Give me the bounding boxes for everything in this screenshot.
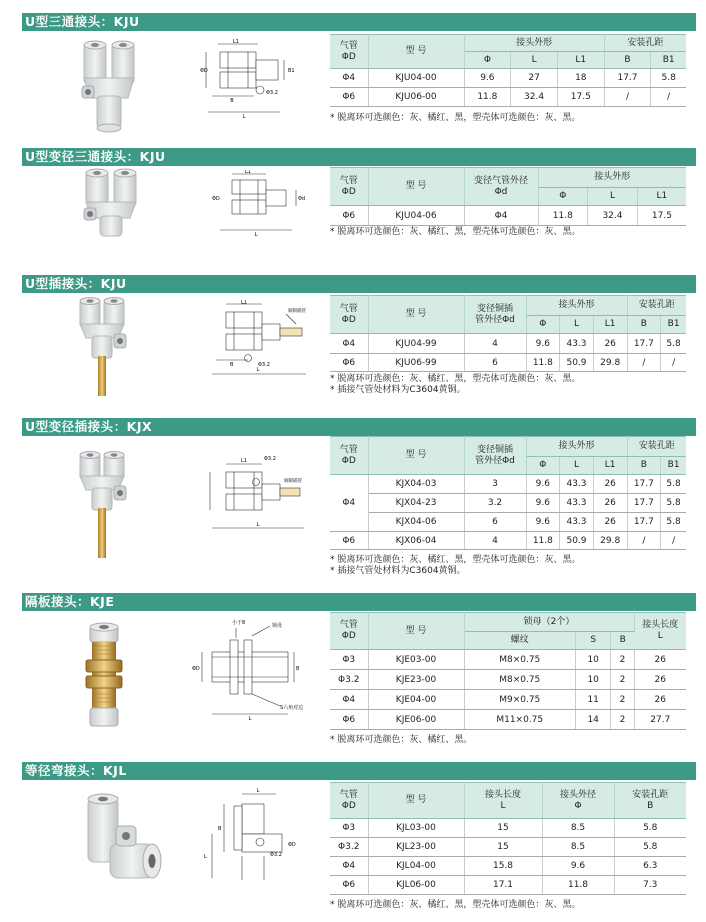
- note: * 插接气管处材料为C3604黄铜。: [330, 566, 466, 576]
- dim-b: B: [230, 362, 234, 368]
- product-photo-kje: [80, 622, 128, 730]
- technical-drawing-kju-reducing: [208, 170, 308, 236]
- table-row: Φ6 KJU06-00 11.8 32.4 17.5 / /: [330, 88, 686, 107]
- spec-table-kje: [330, 612, 686, 730]
- dim-l1: L1: [233, 39, 239, 45]
- dim-d: ΦD: [288, 842, 296, 848]
- section-title: U型插接头：KJU: [22, 275, 696, 293]
- section-title: U型三通接头：KJU: [22, 13, 696, 31]
- th-tube: 气管 ΦD: [330, 613, 368, 650]
- dim-l: L: [254, 232, 258, 236]
- technical-drawing-kje: [188, 614, 322, 724]
- th-outer: 接头外径 Φ: [542, 783, 614, 819]
- dim-d: ΦD: [192, 666, 200, 672]
- th-model: 型 号: [368, 437, 464, 475]
- th-thread: 螺纹: [464, 632, 575, 650]
- note: * 插接气管处材料为C3604黄铜。: [330, 385, 466, 395]
- brass-label: 铜制插管: [288, 309, 306, 314]
- dim-hole: Φ3.2: [270, 852, 282, 858]
- product-photo-kju-plug: [76, 296, 136, 400]
- th-tube: 气管 ΦD: [330, 783, 368, 819]
- th-mount: 安装孔距: [627, 296, 686, 316]
- table-row: Φ4 KJU04-99 4 9.6 43.3 26 17.7 5.8: [330, 334, 686, 354]
- table-row: Φ3.2 KJL23-00 15 8.5 5.8: [330, 838, 686, 857]
- th-phi: Φ: [526, 457, 560, 475]
- table-row: KJX04-06 6 9.6 43.3 26 17.7 5.8: [330, 513, 686, 532]
- th-l: L: [511, 52, 558, 69]
- table-row: Φ4 KJE04-00 M9×0.75 11 2 26: [330, 690, 686, 710]
- product-photo-kju: [70, 38, 150, 134]
- th-model: 型 号: [368, 783, 464, 819]
- th-b1: B1: [661, 316, 686, 334]
- th-mount: 安装孔距 B: [614, 783, 686, 819]
- th-reduce: 变径气管外径 Φd: [464, 168, 538, 206]
- th-phi: Φ: [464, 52, 511, 69]
- th-b: B: [627, 457, 661, 475]
- th-b: B: [611, 632, 634, 650]
- dim-hole: Φ3.2: [266, 90, 278, 96]
- th-phi: Φ: [526, 316, 560, 334]
- table-row: KJX04-23 3.2 9.6 43.3 26 17.7 5.8: [330, 494, 686, 513]
- dim-b: B: [218, 826, 222, 832]
- th-model: 型 号: [368, 296, 464, 334]
- th-shape: 接头外形: [526, 437, 627, 457]
- dim-l-vert: L: [204, 854, 207, 860]
- section-title: U型变径插接头：KJX: [22, 418, 696, 436]
- dim-b1: B1: [288, 68, 295, 74]
- dim-b: B: [230, 98, 234, 104]
- th-model: 型 号: [368, 35, 464, 69]
- table-row: Φ3 KJE03-00 M8×0.75 10 2 26: [330, 650, 686, 670]
- th-l1: L1: [557, 52, 604, 69]
- label-hex: S六角对边: [280, 705, 304, 711]
- spec-table-kjl: [330, 782, 686, 895]
- table-row: Φ6 KJU04-06 Φ4 11.8 32.4 17.5: [330, 206, 686, 226]
- th-phi: Φ: [538, 188, 588, 206]
- dim-l1: L1: [245, 170, 251, 175]
- th-tube: 气管 ΦD: [330, 296, 368, 334]
- th-shape: 接头外形: [538, 168, 686, 188]
- th-l: L: [560, 457, 594, 475]
- dim-d: ΦD: [212, 196, 220, 202]
- th-model: 型 号: [368, 168, 464, 206]
- th-s: S: [575, 632, 610, 650]
- technical-drawing-kju: [198, 38, 308, 118]
- label-small: 小于8: [232, 620, 246, 626]
- spec-table-kju: [330, 34, 686, 107]
- section-title: U型变径三通接头：KJU: [22, 148, 696, 166]
- dim-hole: Φ3.2: [264, 456, 276, 462]
- dim-small-d: Φd: [298, 196, 306, 202]
- dim-b: B: [296, 666, 300, 672]
- th-tube: 气管 ΦD: [330, 437, 368, 475]
- spec-table-kju-plug: [330, 295, 686, 372]
- th-l: L: [560, 316, 594, 334]
- th-l1: L1: [593, 457, 627, 475]
- th-reduce: 变径铜插 管外径Φd: [464, 296, 526, 334]
- dim-l: L: [248, 716, 252, 722]
- dim-l1: L1: [241, 458, 247, 464]
- th-mount: 安装孔距: [604, 35, 686, 52]
- table-row: Φ6 KJX06-04 4 11.8 50.9 29.8 / /: [330, 532, 686, 550]
- table-row: Φ4 KJL04-00 15.8 9.6 6.3: [330, 857, 686, 876]
- brass-label: 铜制插管: [284, 479, 302, 484]
- section-title: 隔板接头：KJE: [22, 593, 696, 611]
- product-photo-kju-reducing: [74, 168, 154, 238]
- dim-d: ΦD: [200, 68, 208, 74]
- th-b1: B1: [661, 457, 686, 475]
- th-mount: 安装孔距: [627, 437, 686, 457]
- th-length: 接头长度 L: [634, 613, 686, 650]
- product-photo-kjx: [76, 450, 136, 562]
- section-title: 等径弯接头：KJL: [22, 762, 696, 780]
- th-model: 型 号: [368, 613, 464, 650]
- technical-drawing-kju-plug: [196, 300, 320, 376]
- th-tube: 气管 ΦD: [330, 35, 368, 69]
- label-nut: 锁母: [272, 623, 283, 629]
- technical-drawing-kjl: [198, 786, 302, 882]
- th-shape: 接头外形: [526, 296, 627, 316]
- technical-drawing-kjx: [196, 452, 320, 532]
- th-l: L: [588, 188, 638, 206]
- th-tube: 气管 ΦD: [330, 168, 368, 206]
- note: * 脱离环可选颜色：灰、橘红、黑，塑壳体可选颜色：灰、黑。: [330, 374, 581, 384]
- dim-l: L: [242, 114, 246, 118]
- th-b: B: [604, 52, 651, 69]
- dim-l1: L1: [241, 300, 247, 306]
- note: * 脱离环可选颜色：灰、橘红、黑。: [330, 735, 473, 745]
- note: * 脱离环可选颜色：灰、橘红、黑，塑壳体可选颜色：灰、黑。: [330, 555, 581, 565]
- note: * 脱离环可选颜色：灰、橘红、黑，塑壳体可选颜色：灰、黑。: [330, 900, 581, 910]
- th-reduce: 变径铜插 管外径Φd: [464, 437, 526, 475]
- table-row: Φ3 KJL03-00 15 8.5 5.8: [330, 819, 686, 838]
- table-row: Φ6 KJL06-00 17.1 11.8 7.3: [330, 876, 686, 895]
- table-row: Φ6 KJE06-00 M11×0.75 14 2 27.7: [330, 710, 686, 730]
- table-row: Φ4 KJX04-03 3 9.6 43.3 26 17.7 5.8: [330, 475, 686, 494]
- table-row: Φ6 KJU06-99 6 11.8 50.9 29.8 / /: [330, 354, 686, 372]
- note: * 脱离环可选颜色：灰、橘红、黑，塑壳体可选颜色：灰、黑。: [330, 227, 581, 237]
- dim-hole: Φ3.2: [258, 362, 270, 368]
- table-row: Φ4 KJU04-00 9.6 27 18 17.7 5.8: [330, 69, 686, 88]
- dim-l: L: [256, 788, 260, 794]
- th-shape: 接头外形: [464, 35, 604, 52]
- th-l1: L1: [593, 316, 627, 334]
- th-nut: 锁母（2个）: [464, 613, 634, 632]
- th-length: 接头长度 L: [464, 783, 542, 819]
- th-b1: B1: [651, 52, 686, 69]
- spec-table-kjx: [330, 436, 686, 550]
- th-b: B: [627, 316, 661, 334]
- th-l1: L1: [637, 188, 686, 206]
- dim-l: L: [256, 522, 260, 528]
- spec-table-kju-reducing: [330, 167, 686, 226]
- dim-l: L: [256, 367, 260, 373]
- product-photo-kjl: [82, 790, 166, 894]
- table-row: Φ3.2 KJE23-00 M8×0.75 10 2 26: [330, 670, 686, 690]
- note: * 脱离环可选颜色：灰、橘红、黑，塑壳体可选颜色：灰、黑。: [330, 113, 581, 123]
